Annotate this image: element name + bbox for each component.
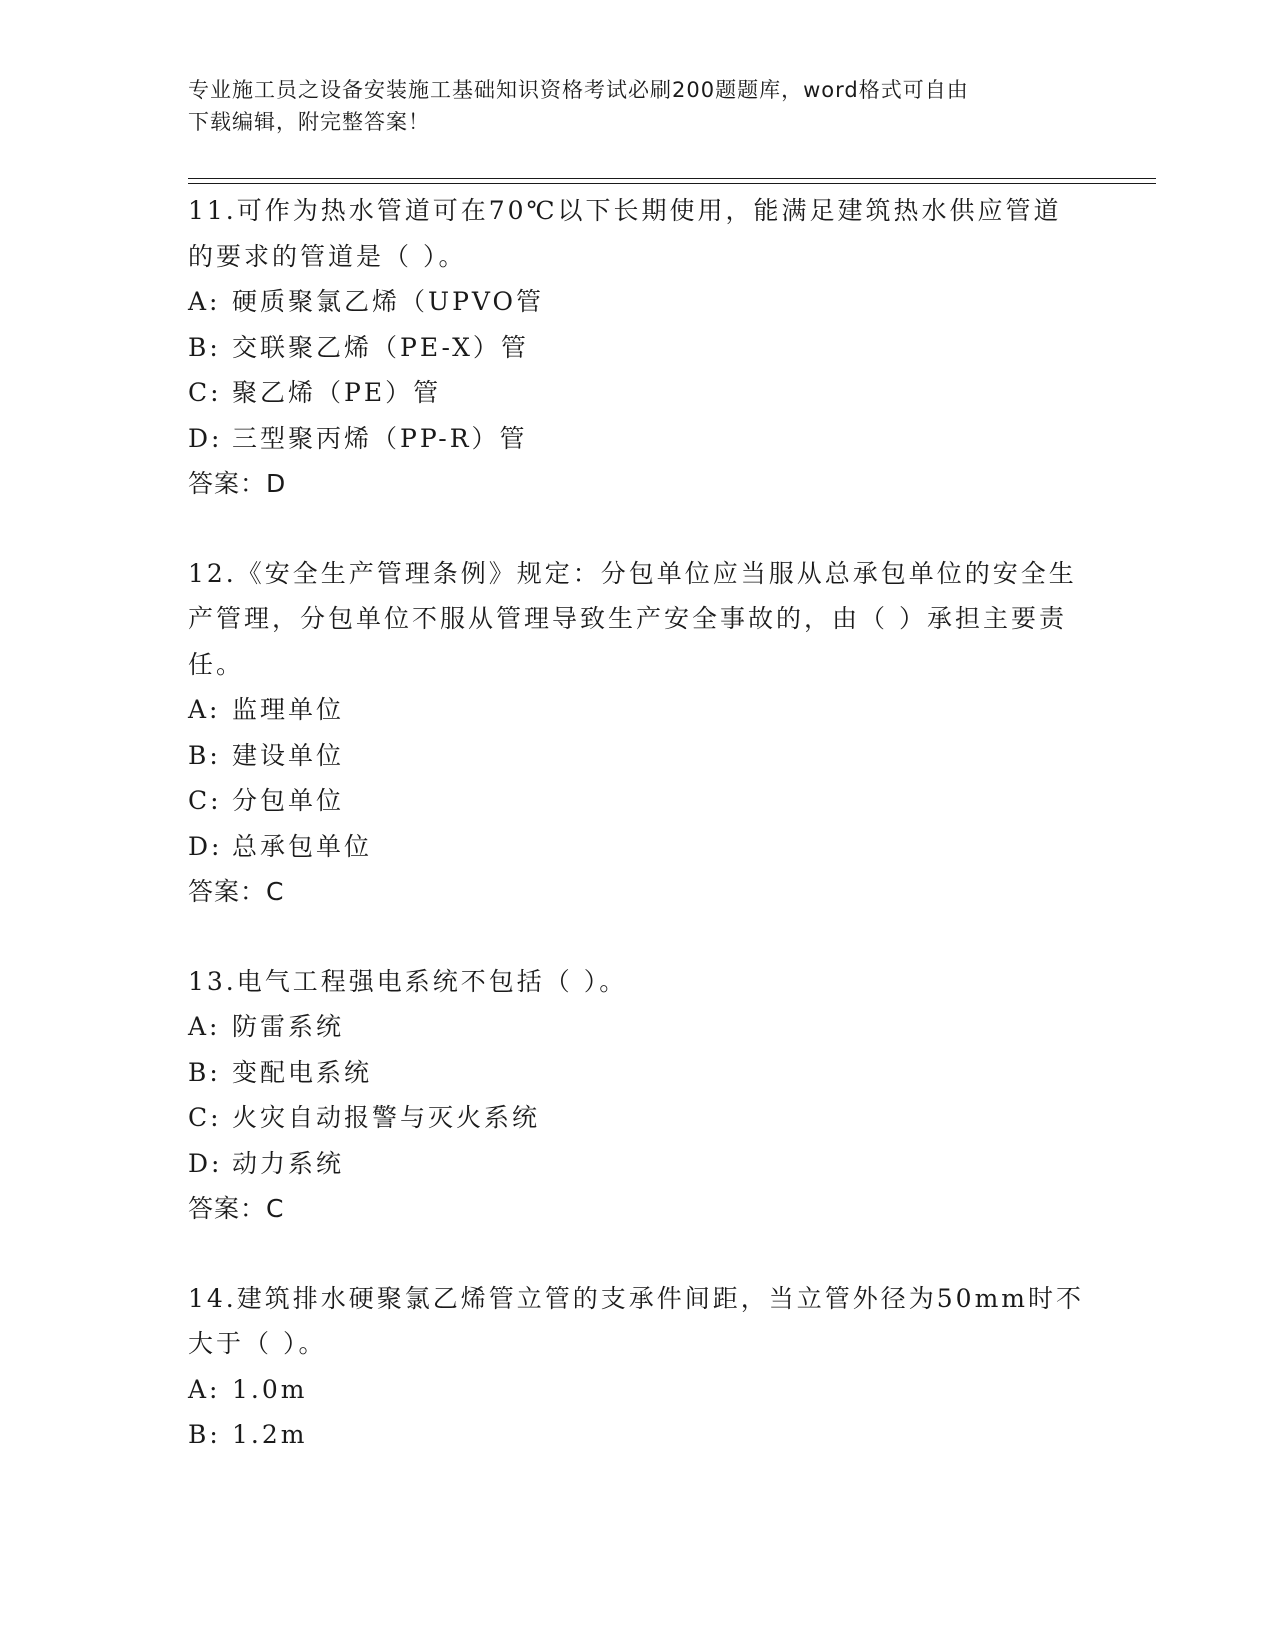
option-d: [188, 416, 1088, 462]
option-a: [188, 1004, 1088, 1050]
option-text: 三型聚丙烯（PP-R）管: [232, 423, 528, 453]
option-key: C:: [188, 378, 222, 407]
option-list: [188, 279, 1088, 461]
option-key: A:: [188, 1012, 221, 1041]
option-a: [188, 279, 1088, 325]
header-title-line-1: 专业施工员之设备安装施工基础知识资格考试必刷200题题库，word格式可自由: [188, 78, 969, 102]
question-text: 11.可作为热水管道可在70℃以下长期使用，能满足建筑热水供应管道的要求的管道是（ ）。: [188, 196, 1062, 271]
option-key: A:: [188, 695, 221, 724]
option-key: D:: [188, 1148, 223, 1178]
option-text: 总承包单位: [232, 831, 373, 861]
option-c: [188, 778, 1088, 824]
option-text: 分包单位: [232, 786, 345, 815]
option-d: [188, 1141, 1088, 1187]
question-list: [188, 188, 1088, 1502]
option-text: 1.0m: [232, 1374, 308, 1404]
option-text: 动力系统: [232, 1148, 345, 1178]
question-12: [188, 551, 1088, 915]
header-divider-bottom: [188, 183, 1156, 184]
header-divider-top: [188, 178, 1156, 179]
option-a: [188, 687, 1088, 733]
option-key: B:: [188, 332, 221, 362]
option-text: 交联聚乙烯（PE-X）管: [232, 332, 529, 362]
option-text: 硬质聚氯乙烯（UPVO管: [232, 287, 545, 316]
option-text: 监理单位: [232, 695, 345, 724]
question-11: [188, 188, 1088, 507]
option-list: [188, 1367, 1088, 1458]
option-key: C:: [188, 1103, 222, 1132]
option-key: B:: [188, 1057, 221, 1087]
question-14: [188, 1276, 1088, 1458]
header-title-line-2: 下载编辑，附完整答案！: [188, 110, 430, 134]
question-text: 13.电气工程强电系统不包括（ ）。: [188, 966, 628, 996]
option-a: [188, 1367, 1088, 1413]
option-key: A:: [188, 1374, 221, 1404]
option-list: [188, 1004, 1088, 1186]
option-b: [188, 1412, 1088, 1458]
answer-line: 答案：C: [188, 1194, 285, 1223]
option-text: 变配电系统: [232, 1057, 373, 1087]
option-c: [188, 1095, 1088, 1141]
question-text: 14.建筑排水硬聚氯乙烯管立管的支承件间距，当立管外径为50mm时不大于（ ）。: [188, 1283, 1084, 1358]
option-text: 1.2m: [232, 1420, 308, 1449]
option-d: [188, 824, 1088, 870]
answer-line: 答案：C: [188, 877, 285, 906]
option-key: A:: [188, 287, 221, 316]
option-b: [188, 325, 1088, 371]
option-text: 聚乙烯（PE）管: [232, 378, 442, 407]
option-b: [188, 733, 1088, 779]
option-text: 防雷系统: [232, 1012, 345, 1041]
answer-line: 答案：D: [188, 469, 287, 498]
option-key: B:: [188, 1420, 221, 1449]
option-b: [188, 1050, 1088, 1096]
option-text: 建设单位: [232, 740, 345, 770]
option-key: D:: [188, 423, 223, 453]
question-13: [188, 959, 1088, 1232]
option-list: [188, 687, 1088, 869]
question-text: 12.《安全生产管理条例》规定：分包单位应当服从总承包单位的安全生产管理，分包单位不服从管理导致生产安全事故的，由（ ）承担主要责任。: [188, 558, 1077, 679]
option-c: [188, 370, 1088, 416]
option-key: C:: [188, 786, 222, 815]
document-header: [188, 74, 1088, 138]
option-key: B:: [188, 740, 221, 770]
option-key: D:: [188, 831, 223, 861]
option-text: 火灾自动报警与灭火系统: [232, 1103, 541, 1132]
